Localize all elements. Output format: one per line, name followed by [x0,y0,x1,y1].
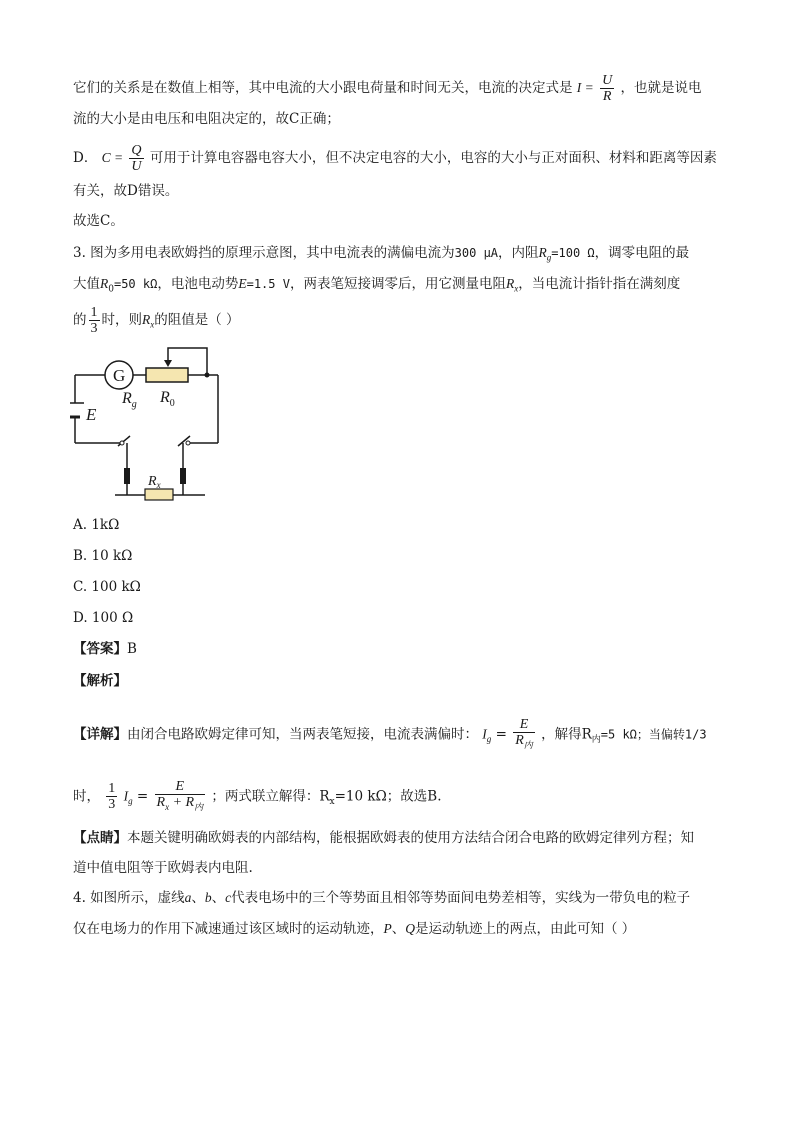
probe-right [180,468,186,484]
fraction-Q-over-U: $\frac{Q}{U}$ [131,143,142,174]
analysis-heading: 【解析】 [73,673,127,689]
question-4-line2: 仅在电场力的作用下减速通过该区域时的运动轨迹，P、Q是运动轨迹上的两点，由此可知（ ） [73,921,636,937]
fraction-one-third: $\frac{1}{3}$ [90,305,98,336]
question-3-line2: 大值$R_0=50$ kΩ，电池电动势E=1.5 V，两表笔短接调零后，用它测量电阻$R_x$，当电流计指针指在满刻度 [73,276,681,295]
fraction-E-over-sum: $\frac{E}{R_x + R_内}$ [156,779,204,812]
resistor-rx [145,489,173,500]
tip-line2: 道中值电阻等于欧姆表内电阻. [73,860,253,876]
option-c: C. 100 kΩ [73,579,141,595]
tip-line1: 【点睛】本题关键明确欧姆表的内部结构，能根据欧姆表的使用方法结合闭合电路的欧姆定律列方程；知 [73,830,694,846]
fraction-E-over-Rnei: $\frac{E}{R_内}$ [515,717,533,750]
question-3-line1: 3. 图为多用电表欧姆挡的原理示意图，其中电流表的满偏电流为300 μA，内阻$R_g=100$ Ω，调零电阻的最 [73,245,690,263]
detail-line2: 时， $\frac{1}{3}$ $I_g$ = $\frac{E}{R_x + R_内}$ ；两式联立解得：$R_x=10$ kΩ；故选B. [73,779,442,815]
question-4-line1: 4. 如图所示，虚线a、b、c代表电场中的三个等势面且相邻等势面间电势差相等，实线为一带负电的粒子 [73,890,691,906]
svg-text:Rg: $R_g$ [122,390,137,410]
svg-text:Rx: $R_x$ [148,474,161,490]
option-b: B. 10 kΩ [73,548,133,564]
svg-text:E: E [86,405,97,424]
rheostat-r0 [146,368,188,382]
answer-line: 【答案】B [73,641,137,657]
fraction-one-third: $\frac{1}{3}$ [108,781,116,813]
text-line: 它们的关系是在数值上相等，其中电流的大小跟电荷量和时间无关，电流的决定式是 I = $\frac{U}{R}$ ，也就是说电 [73,73,702,104]
probe-left [124,468,130,484]
text-line: D． C = $\frac{Q}{U}$ 可用于计算电容器电容大小，但不决定电容的大小，电容的大小与正对面积、材料和距离等因素 [73,143,717,174]
option-d: D. 100 Ω [73,610,134,626]
galvanometer-label: G [113,366,126,385]
detail-line1: 【详解】由闭合电路欧姆定律可知，当两表笔短接，电流表满偏时： $I_g$ = $\frac{E}{R_内}$ ，解得$R_内=5$ kΩ；当偏转1/3 [73,717,707,753]
option-a: A. 1kΩ [73,517,120,533]
text-line: 流的大小是由电压和电阻决定的，故C正确； [73,111,340,127]
ohmmeter-circuit-diagram [70,340,230,510]
question-3-line3: 的 $\frac{1}{3}$ 时，则$R_x$的阻值是（ ） [73,305,240,336]
text-line: 故选C。 [73,213,124,229]
text-line: 有关，故D错误。 [73,183,179,199]
slider-arrow-icon [164,360,172,367]
fraction-U-over-R: $\frac{U}{R}$ [602,73,613,104]
svg-text:R0: $R_0$ [160,389,175,409]
